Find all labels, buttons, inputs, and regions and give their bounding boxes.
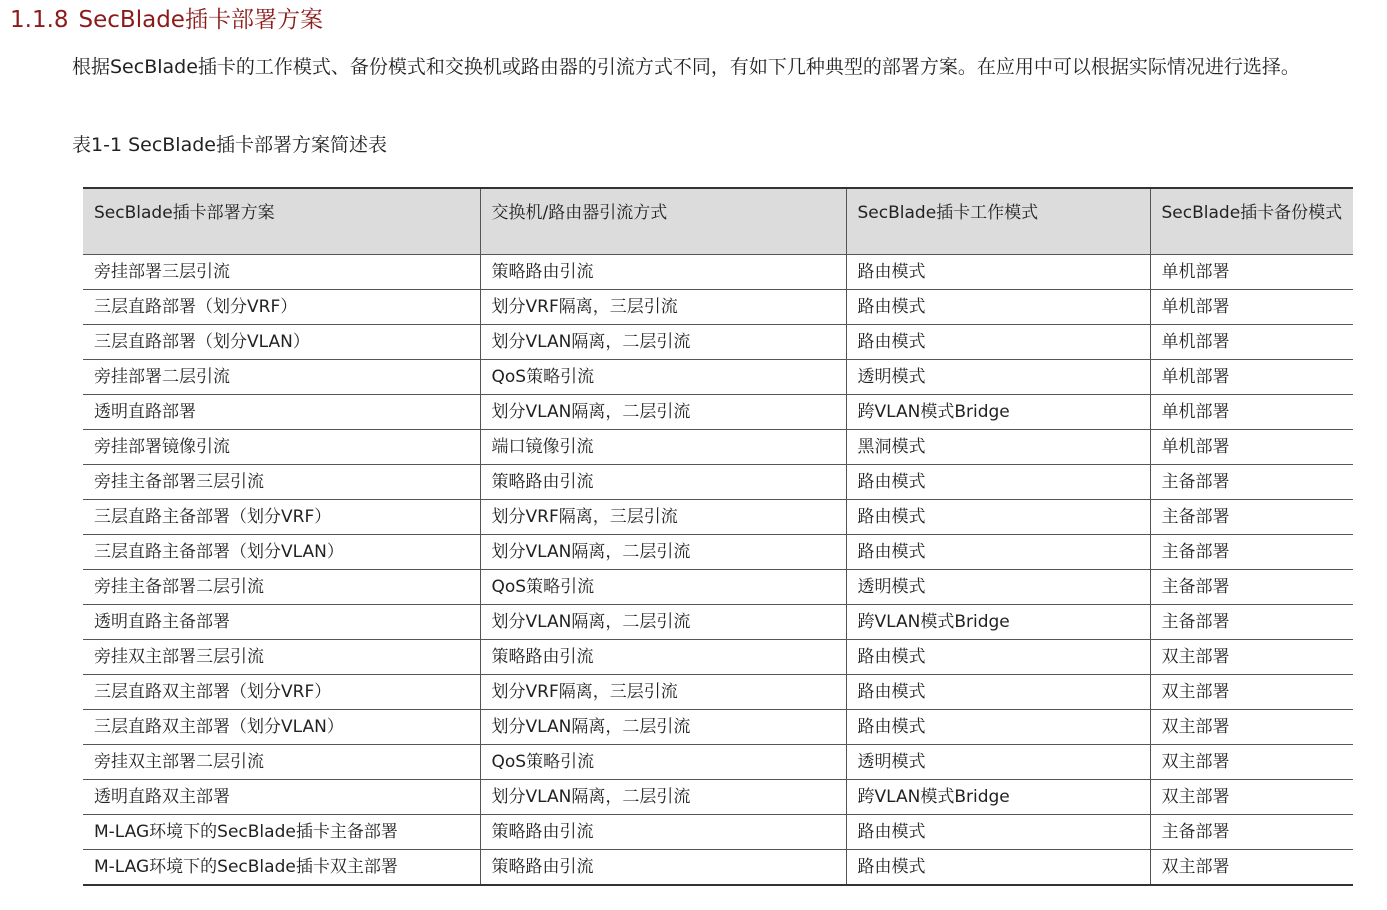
cell-deployment-scheme: 三层直路部署（划分VLAN）: [83, 324, 480, 359]
cell-work-mode: 路由模式: [846, 289, 1150, 324]
cell-traffic-method: QoS策略引流: [480, 359, 846, 394]
cell-traffic-method: 策略路由引流: [480, 849, 846, 885]
cell-traffic-method: QoS策略引流: [480, 569, 846, 604]
cell-backup-mode: 主备部署: [1150, 499, 1353, 534]
cell-backup-mode: 单机部署: [1150, 289, 1353, 324]
table-header: [83, 188, 1353, 254]
cell-traffic-method: 划分VLAN隔离，二层引流: [480, 394, 846, 429]
cell-backup-mode: 主备部署: [1150, 604, 1353, 639]
table-row: [83, 359, 1353, 394]
cell-work-mode: 路由模式: [846, 254, 1150, 289]
table-row: [83, 429, 1353, 464]
cell-work-mode: 路由模式: [846, 324, 1150, 359]
table-row: [83, 709, 1353, 744]
cell-backup-mode: 双主部署: [1150, 639, 1353, 674]
cell-backup-mode: 单机部署: [1150, 254, 1353, 289]
cell-backup-mode: 双主部署: [1150, 744, 1353, 779]
cell-work-mode: 路由模式: [846, 849, 1150, 885]
header-backup-mode: SecBlade插卡备份模式: [1150, 188, 1353, 254]
cell-deployment-scheme: 旁挂双主部署二层引流: [83, 744, 480, 779]
cell-deployment-scheme: 透明直路双主部署: [83, 779, 480, 814]
cell-work-mode: 透明模式: [846, 744, 1150, 779]
table-row: [83, 814, 1353, 849]
section-heading: [10, 4, 323, 36]
cell-backup-mode: 主备部署: [1150, 534, 1353, 569]
cell-backup-mode: 双主部署: [1150, 709, 1353, 744]
cell-backup-mode: 主备部署: [1150, 814, 1353, 849]
table-row: [83, 289, 1353, 324]
cell-work-mode: 透明模式: [846, 569, 1150, 604]
cell-work-mode: 透明模式: [846, 359, 1150, 394]
cell-work-mode: 跨VLAN模式Bridge: [846, 604, 1150, 639]
section-title: SecBlade插卡部署方案: [78, 7, 323, 33]
cell-work-mode: 路由模式: [846, 639, 1150, 674]
table-body: [83, 254, 1353, 885]
cell-backup-mode: 双主部署: [1150, 779, 1353, 814]
cell-backup-mode: 双主部署: [1150, 849, 1353, 885]
cell-backup-mode: 主备部署: [1150, 464, 1353, 499]
cell-traffic-method: 端口镜像引流: [480, 429, 846, 464]
cell-deployment-scheme: 旁挂主备部署三层引流: [83, 464, 480, 499]
cell-traffic-method: 划分VRF隔离，三层引流: [480, 499, 846, 534]
cell-traffic-method: 策略路由引流: [480, 814, 846, 849]
table-row: [83, 324, 1353, 359]
cell-work-mode: 路由模式: [846, 464, 1150, 499]
cell-deployment-scheme: 旁挂主备部署二层引流: [83, 569, 480, 604]
cell-backup-mode: 双主部署: [1150, 674, 1353, 709]
cell-deployment-scheme: M-LAG环境下的SecBlade插卡双主部署: [83, 849, 480, 885]
cell-traffic-method: 划分VLAN隔离，二层引流: [480, 779, 846, 814]
cell-backup-mode: 单机部署: [1150, 359, 1353, 394]
cell-traffic-method: 划分VLAN隔离，二层引流: [480, 604, 846, 639]
cell-traffic-method: 划分VRF隔离，三层引流: [480, 289, 846, 324]
cell-deployment-scheme: 旁挂部署镜像引流: [83, 429, 480, 464]
deployment-table-container: [83, 187, 1353, 886]
table-row: [83, 569, 1353, 604]
table-row: [83, 464, 1353, 499]
cell-deployment-scheme: 透明直路主备部署: [83, 604, 480, 639]
cell-deployment-scheme: 三层直路部署（划分VRF）: [83, 289, 480, 324]
cell-traffic-method: 策略路由引流: [480, 464, 846, 499]
header-work-mode: SecBlade插卡工作模式: [846, 188, 1150, 254]
header-deployment-scheme: SecBlade插卡部署方案: [83, 188, 480, 254]
cell-traffic-method: 策略路由引流: [480, 254, 846, 289]
cell-deployment-scheme: 三层直路主备部署（划分VRF）: [83, 499, 480, 534]
cell-deployment-scheme: 旁挂部署二层引流: [83, 359, 480, 394]
cell-work-mode: 路由模式: [846, 534, 1150, 569]
table-row: [83, 639, 1353, 674]
table-caption: 表1-1 SecBlade插卡部署方案简述表: [72, 134, 387, 156]
table-row: [83, 674, 1353, 709]
table-row: [83, 499, 1353, 534]
section-number: 1.1.8: [10, 7, 69, 33]
table-row: [83, 254, 1353, 289]
cell-backup-mode: 单机部署: [1150, 324, 1353, 359]
deployment-table: [83, 187, 1353, 886]
table-row: [83, 534, 1353, 569]
cell-traffic-method: 划分VLAN隔离，二层引流: [480, 324, 846, 359]
table-row: [83, 849, 1353, 885]
cell-deployment-scheme: 旁挂部署三层引流: [83, 254, 480, 289]
cell-work-mode: 路由模式: [846, 499, 1150, 534]
cell-work-mode: 路由模式: [846, 709, 1150, 744]
cell-traffic-method: 划分VRF隔离，三层引流: [480, 674, 846, 709]
cell-work-mode: 跨VLAN模式Bridge: [846, 394, 1150, 429]
cell-work-mode: 路由模式: [846, 814, 1150, 849]
intro-paragraph: 根据SecBlade插卡的工作模式、备份模式和交换机或路由器的引流方式不同，有如下几种典型的部署方案。在应用中可以根据实际情况进行选择。: [72, 56, 1300, 78]
cell-deployment-scheme: 旁挂双主部署三层引流: [83, 639, 480, 674]
cell-backup-mode: 主备部署: [1150, 569, 1353, 604]
table-row: [83, 604, 1353, 639]
cell-work-mode: 路由模式: [846, 674, 1150, 709]
cell-traffic-method: 策略路由引流: [480, 639, 846, 674]
cell-traffic-method: 划分VLAN隔离，二层引流: [480, 534, 846, 569]
cell-work-mode: 跨VLAN模式Bridge: [846, 779, 1150, 814]
header-row: [83, 188, 1353, 254]
cell-traffic-method: 划分VLAN隔离，二层引流: [480, 709, 846, 744]
cell-backup-mode: 单机部署: [1150, 429, 1353, 464]
cell-backup-mode: 单机部署: [1150, 394, 1353, 429]
table-row: [83, 394, 1353, 429]
cell-traffic-method: QoS策略引流: [480, 744, 846, 779]
cell-work-mode: 黑洞模式: [846, 429, 1150, 464]
cell-deployment-scheme: 三层直路主备部署（划分VLAN）: [83, 534, 480, 569]
table-row: [83, 744, 1353, 779]
header-traffic-method: 交换机/路由器引流方式: [480, 188, 846, 254]
table-row: [83, 779, 1353, 814]
cell-deployment-scheme: 三层直路双主部署（划分VRF）: [83, 674, 480, 709]
cell-deployment-scheme: 三层直路双主部署（划分VLAN）: [83, 709, 480, 744]
cell-deployment-scheme: 透明直路部署: [83, 394, 480, 429]
cell-deployment-scheme: M-LAG环境下的SecBlade插卡主备部署: [83, 814, 480, 849]
